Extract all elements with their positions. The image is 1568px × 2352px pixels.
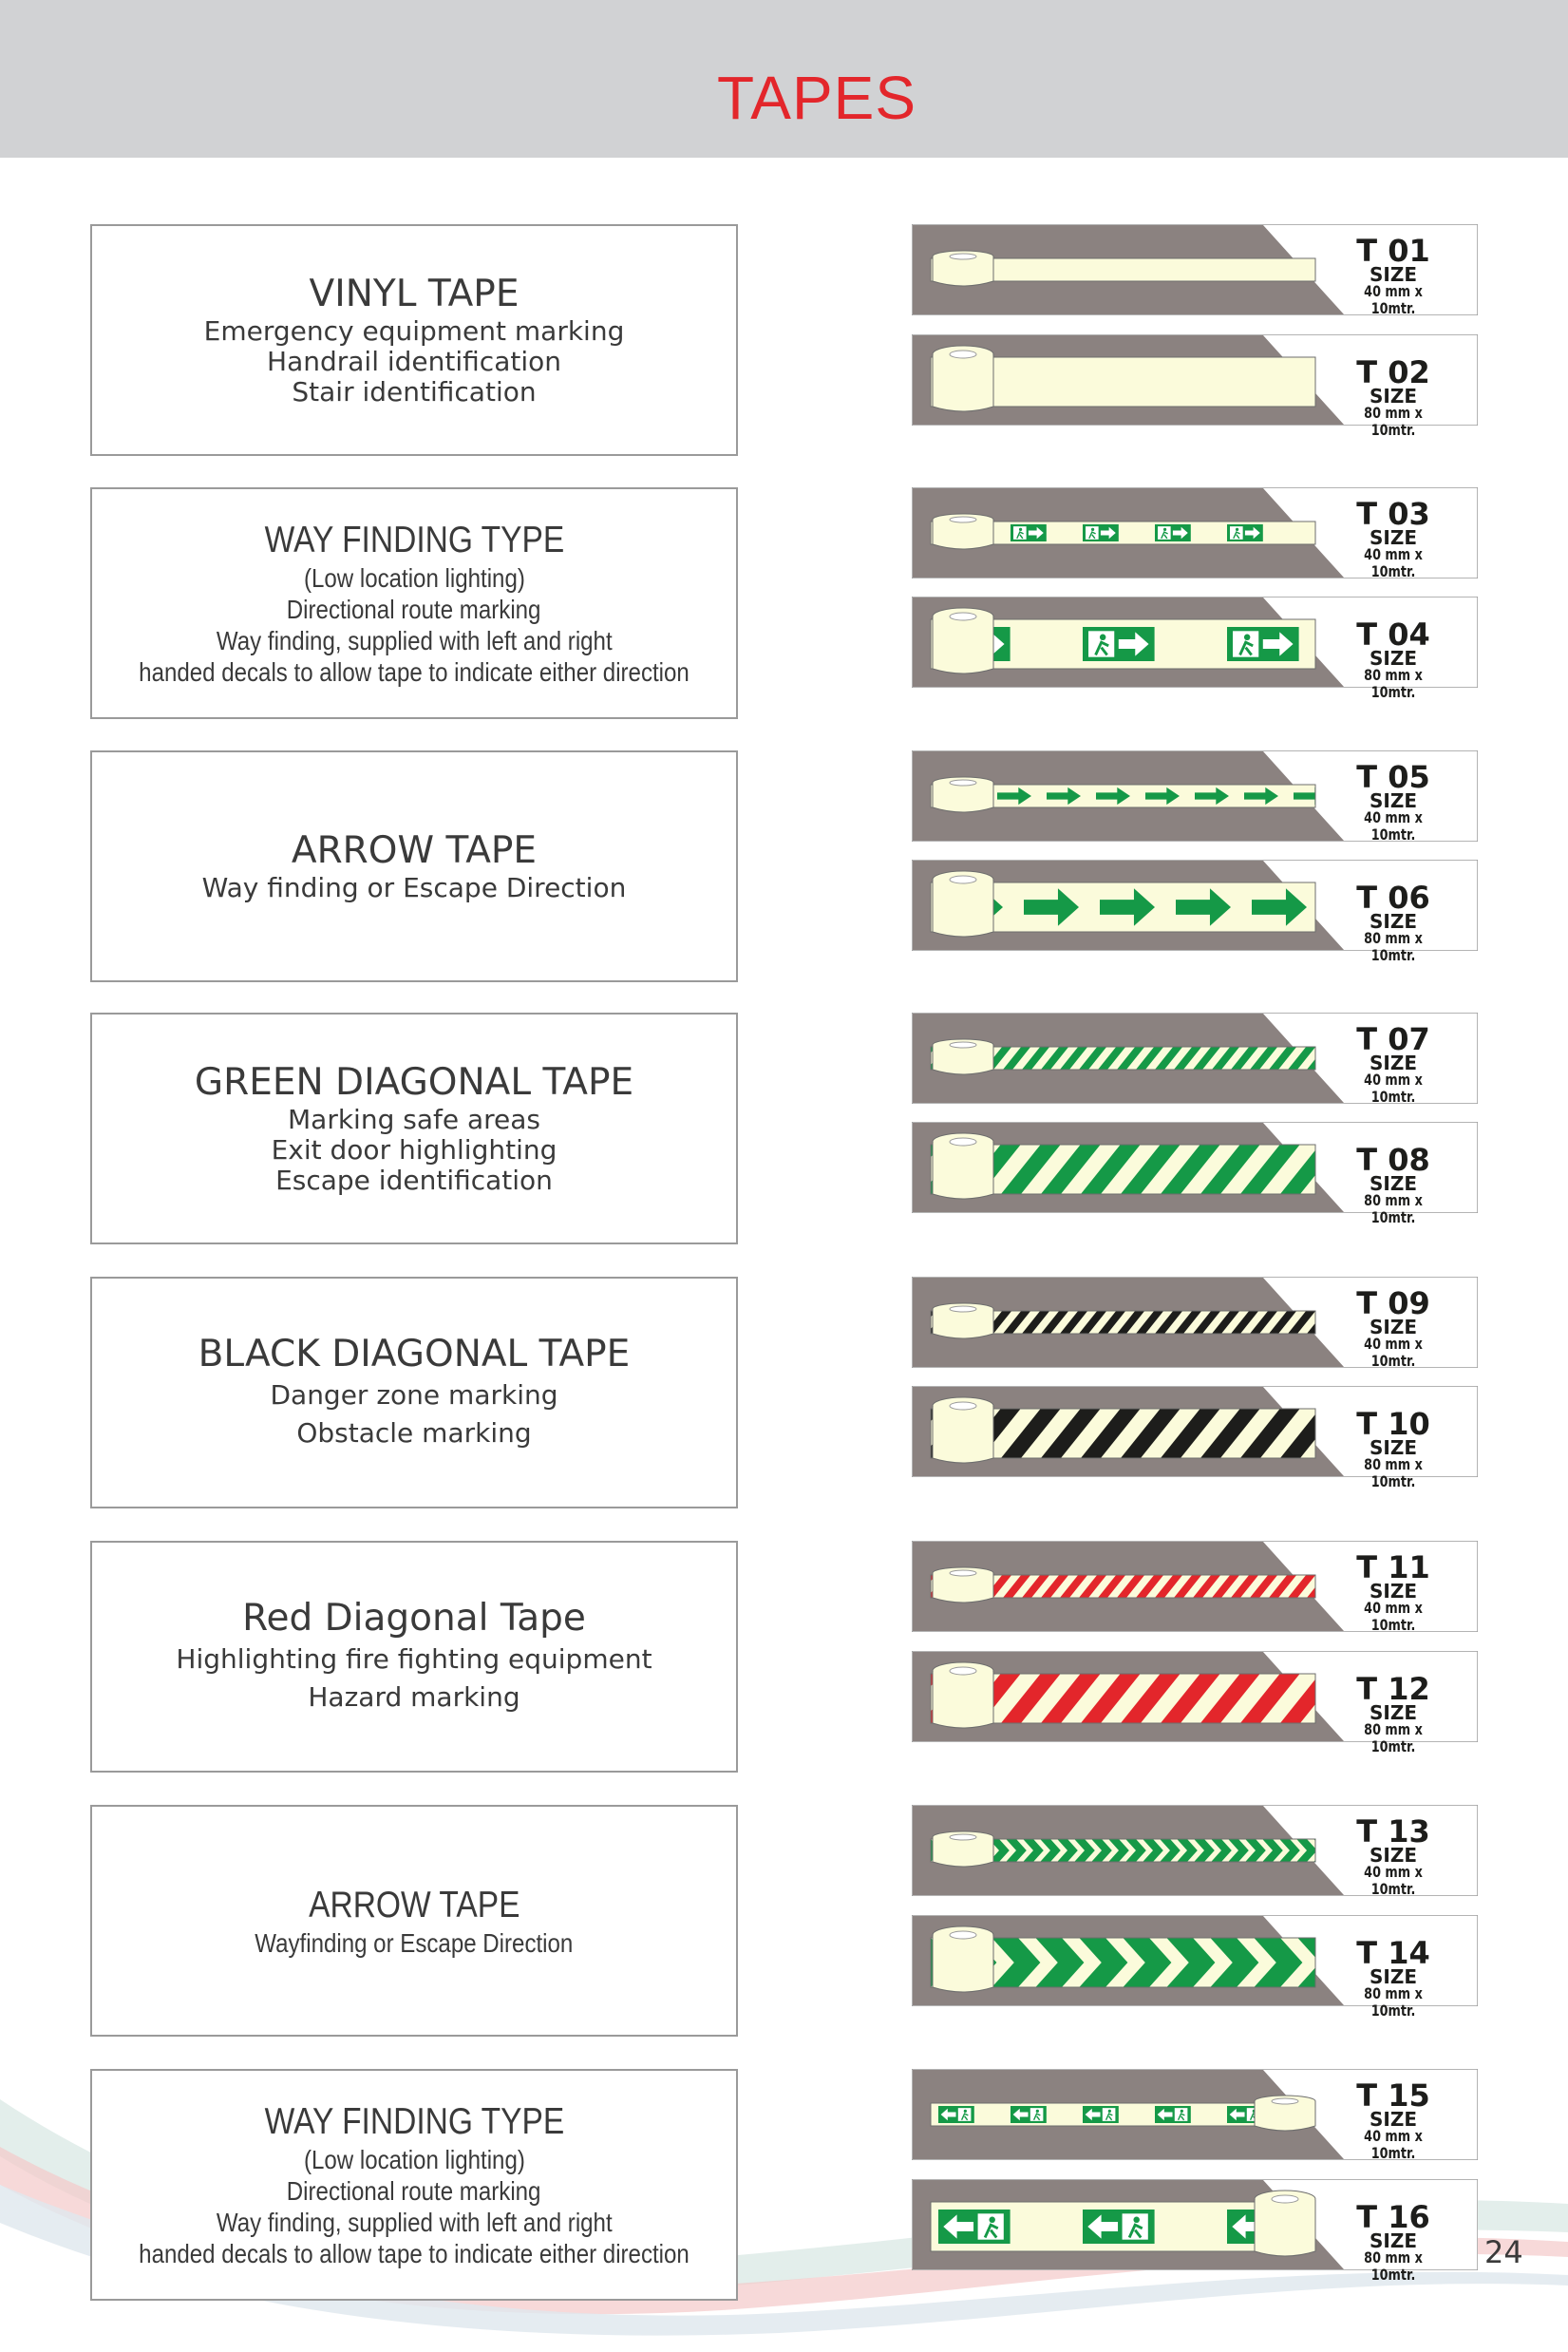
- description-line: handed decals to allow tape to indicate either direction: [139, 2239, 690, 2268]
- size-label: SIZE: [1369, 910, 1417, 933]
- description-line: Way finding or Escape Direction: [201, 872, 627, 903]
- size-value: 40 mm x 10mtr.: [1364, 1599, 1423, 1634]
- product-code-block: [1332, 1671, 1455, 1755]
- product-code: T 11: [1356, 1549, 1430, 1585]
- size-label: SIZE: [1369, 526, 1417, 549]
- description-box: [90, 1805, 738, 2037]
- product-panel: [912, 334, 1478, 439]
- product-panel: [912, 487, 1478, 579]
- size-label: SIZE: [1369, 1844, 1417, 1867]
- description-line: handed decals to allow tape to indicate either direction: [139, 657, 690, 687]
- product-code: T 04: [1356, 616, 1430, 653]
- exit-sign-right-icon: [1011, 524, 1047, 541]
- description-title: ARROW TAPE: [308, 1884, 520, 1925]
- exit-sign-left-icon: [1011, 2106, 1047, 2123]
- tape-roll: [933, 1926, 993, 1992]
- product-code-block: [1332, 1285, 1455, 1370]
- exit-sign-right-icon: [1227, 627, 1299, 661]
- size-value: 40 mm x 10mtr.: [1364, 1071, 1423, 1106]
- size-label: SIZE: [1369, 647, 1417, 670]
- tape-roll: [933, 1831, 993, 1867]
- product-code: T 03: [1356, 496, 1430, 532]
- size-label: SIZE: [1369, 2229, 1417, 2252]
- description-title: ARROW TAPE: [291, 829, 538, 872]
- size-label: SIZE: [1369, 1436, 1417, 1459]
- description-box: [90, 2069, 738, 2301]
- size-label: SIZE: [1369, 1316, 1417, 1338]
- size-label: SIZE: [1369, 263, 1417, 286]
- product-code: T 02: [1356, 354, 1430, 390]
- product-code: T 08: [1356, 1142, 1430, 1178]
- size-value: 80 mm x 10mtr.: [1364, 1191, 1423, 1226]
- size-label: SIZE: [1369, 1052, 1417, 1074]
- product-code: T 16: [1356, 2199, 1430, 2235]
- tape-roll: [933, 777, 993, 812]
- product-code: T 13: [1356, 1813, 1430, 1849]
- exit-sign-right-icon: [1227, 524, 1263, 541]
- product-code-block: [1332, 496, 1455, 580]
- tape-roll: [933, 1662, 993, 1728]
- tape-strip: [931, 1938, 1364, 1987]
- product-panel: [912, 224, 1478, 315]
- description-box: [90, 224, 738, 456]
- description-line: (Low location lighting): [303, 2145, 525, 2174]
- size-value: 40 mm x 10mtr.: [1364, 282, 1423, 317]
- tape-roll: [933, 1567, 993, 1603]
- product-code-block: [1332, 1549, 1455, 1634]
- description-box: [90, 1277, 738, 1508]
- description-line: Way finding, supplied with left and right: [216, 2208, 613, 2237]
- size-label: SIZE: [1369, 2108, 1417, 2131]
- product-code-block: [1332, 233, 1455, 317]
- size-label: SIZE: [1369, 789, 1417, 812]
- description-title: GREEN DIAGONAL TAPE: [194, 1061, 634, 1104]
- size-value: 80 mm x 10mtr.: [1364, 1984, 1423, 2020]
- description-box: [90, 1541, 738, 1773]
- size-label: SIZE: [1369, 385, 1417, 408]
- page-title: TAPES: [716, 64, 917, 132]
- description-line: Highlighting fire fighting equipment: [176, 1643, 652, 1675]
- product-code-block: [1332, 1406, 1455, 1490]
- product-code-block: [1332, 759, 1455, 844]
- product-panel: [912, 750, 1478, 842]
- description-line: Hazard marking: [308, 1681, 520, 1713]
- size-label: SIZE: [1369, 1172, 1417, 1195]
- exit-sign-left-icon: [1083, 2106, 1119, 2123]
- exit-sign-left-icon: [938, 2210, 1011, 2244]
- product-code-block: [1332, 1813, 1455, 1898]
- product-panel: [912, 1541, 1478, 1632]
- product-panel: [912, 1805, 1478, 1896]
- product-code-block: [1332, 354, 1455, 439]
- product-panel: [912, 1122, 1478, 1226]
- product-code: T 12: [1356, 1671, 1430, 1707]
- description-line: Directional route marking: [287, 2176, 541, 2206]
- tape-roll: [933, 1039, 993, 1074]
- description-line: Escape identification: [275, 1165, 553, 1196]
- tape-roll: [1255, 2096, 1315, 2131]
- exit-sign-left-icon: [1083, 2210, 1155, 2244]
- description-title: WAY FINDING TYPE: [264, 2101, 564, 2142]
- description-line: Danger zone marking: [270, 1379, 558, 1411]
- tape-roll: [933, 251, 993, 286]
- tape-roll: [933, 871, 993, 937]
- product-panel: [912, 860, 1478, 964]
- description-title: WAY FINDING TYPE: [264, 520, 564, 560]
- product-code: T 09: [1356, 1285, 1430, 1321]
- description-line: Directional route marking: [287, 595, 541, 624]
- description-line: (Low location lighting): [303, 563, 525, 593]
- tape-roll: [1255, 2191, 1315, 2256]
- description-line: Handrail identification: [267, 346, 561, 377]
- tape-roll: [933, 1303, 993, 1338]
- product-panel: [912, 2179, 1478, 2284]
- exit-sign-right-icon: [1155, 524, 1191, 541]
- product-panel: [912, 1915, 1478, 2020]
- description-box: [90, 750, 738, 982]
- product-code-block: [1332, 1935, 1455, 2020]
- description-box: [90, 1013, 738, 1244]
- product-code-block: [1332, 2199, 1455, 2284]
- exit-sign-right-icon: [1083, 627, 1155, 661]
- product-code: T 14: [1356, 1935, 1430, 1971]
- product-code: T 01: [1356, 233, 1430, 269]
- size-value: 80 mm x 10mtr.: [1364, 2248, 1423, 2284]
- product-code-block: [1332, 2077, 1455, 2162]
- product-code: T 15: [1356, 2077, 1430, 2114]
- size-value: 80 mm x 10mtr.: [1364, 1455, 1423, 1490]
- product-code: T 06: [1356, 880, 1430, 916]
- tape-roll: [933, 1133, 993, 1199]
- size-value: 40 mm x 10mtr.: [1364, 808, 1423, 844]
- description-title: Red Diagonal Tape: [242, 1597, 586, 1640]
- exit-sign-right-icon: [1083, 524, 1119, 541]
- description-line: Emergency equipment marking: [203, 315, 625, 347]
- description-line: Stair identification: [292, 376, 537, 408]
- product-code: T 07: [1356, 1021, 1430, 1057]
- size-label: SIZE: [1369, 1701, 1417, 1724]
- product-code-block: [1332, 1142, 1455, 1226]
- size-value: 80 mm x 10mtr.: [1364, 666, 1423, 701]
- description-line: Exit door highlighting: [271, 1134, 557, 1166]
- page-number: 24: [1484, 2234, 1523, 2270]
- exit-sign-left-icon: [1155, 2106, 1191, 2123]
- description-line: Wayfinding or Escape Direction: [255, 1927, 574, 1958]
- description-box: [90, 487, 738, 719]
- tape-roll: [933, 346, 993, 411]
- size-value: 40 mm x 10mtr.: [1364, 545, 1423, 580]
- product-code-block: [1332, 1021, 1455, 1106]
- size-value: 80 mm x 10mtr.: [1364, 1720, 1423, 1755]
- description-line: Marking safe areas: [288, 1104, 540, 1135]
- size-label: SIZE: [1369, 1965, 1417, 1988]
- product-code-block: [1332, 882, 1455, 964]
- description-line: Way finding, supplied with left and right: [216, 626, 613, 655]
- size-value: 40 mm x 10mtr.: [1364, 2127, 1423, 2162]
- header-band: [0, 0, 1568, 158]
- product-panel: [912, 1651, 1478, 1755]
- product-code: T 10: [1356, 1406, 1430, 1442]
- tape-roll: [933, 514, 993, 549]
- product-panel: [912, 597, 1478, 701]
- product-panel: [912, 1277, 1478, 1368]
- description-title: VINYL TAPE: [309, 273, 520, 315]
- size-label: SIZE: [1369, 1580, 1417, 1603]
- tape-roll: [933, 608, 993, 673]
- size-value: 40 mm x 10mtr.: [1364, 1863, 1423, 1898]
- size-value: 80 mm x 10mtr.: [1364, 404, 1423, 439]
- product-panel: [912, 1386, 1478, 1490]
- size-value: 40 mm x 10mtr.: [1364, 1335, 1423, 1370]
- exit-sign-left-icon: [938, 2106, 974, 2123]
- description-line: Obstacle marking: [296, 1417, 532, 1449]
- product-code-block: [1332, 616, 1455, 701]
- product-panel: [912, 2069, 1478, 2160]
- description-title: BLACK DIAGONAL TAPE: [198, 1333, 631, 1375]
- size-value: 80 mm x 10mtr.: [1364, 929, 1423, 964]
- product-panel: [912, 1013, 1478, 1104]
- product-code: T 05: [1356, 759, 1430, 795]
- tape-roll: [933, 1397, 993, 1463]
